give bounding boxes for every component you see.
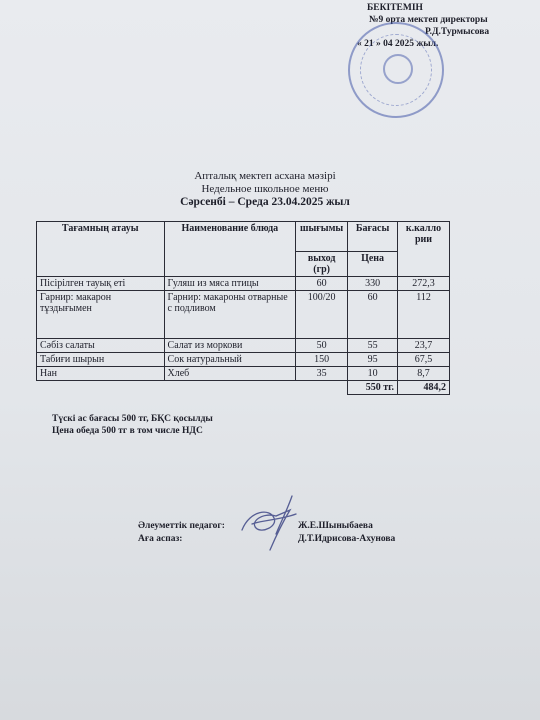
handwritten-signature [232,490,307,555]
note-kz: Түскі ас бағасы 500 тг, БҚС қосылды [52,414,213,424]
dish-kcal: 8,7 [398,367,450,381]
stamp-emblem [383,54,413,84]
total-row [37,381,450,395]
approval-date: « 21 » 04 2025 жыл. [357,39,439,49]
dish-name-kz: Табиғи шырын [37,353,165,367]
dish-name-ru: Сок натуральный [164,353,296,367]
dish-yield: 35 [296,367,348,381]
dish-name-kz: Нан [37,367,165,381]
approval-director-name: Р.Д.Турмысова [425,27,490,37]
header-kcal: к.калло рии [398,222,450,277]
header-name-kz: Тағамның атауы [37,222,165,277]
dish-name-ru: Гуляш из мяса птицы [164,277,296,291]
dish-price: 330 [348,277,398,291]
title-kz: Апталық мектеп асхана мәзірі [194,170,336,182]
official-stamp [348,22,444,118]
dish-name-ru: Салат из моркови [164,339,296,353]
dish-kcal: 112 [398,291,450,339]
header-yield-kz: шығымы [296,222,348,252]
price-notes [52,413,213,437]
header-yield-ru: выход (гр) [296,252,348,277]
signer-role-head-cook: Аға аспаз: [138,534,183,544]
signer-role-social-pedagogue: Әлеуметтік педагог: [138,521,225,531]
table-row [37,277,450,291]
dish-price: 10 [348,367,398,381]
total-spacer [37,381,348,395]
table-row [37,291,450,339]
dish-kcal: 272,3 [398,277,450,291]
dish-kcal: 67,5 [398,353,450,367]
dish-name-kz: Гарнир: макарон тұздығымен [37,291,165,339]
header-name-ru: Наименование блюда [164,222,296,277]
approval-heading: БЕКІТЕМІН [367,3,423,13]
dish-yield: 100/20 [296,291,348,339]
dish-price: 95 [348,353,398,367]
dish-price: 60 [348,291,398,339]
dish-yield: 150 [296,353,348,367]
dish-name-ru: Хлеб [164,367,296,381]
menu-day: Сәрсенбі – Среда 23.04.2025 жыл [180,196,350,208]
dish-yield: 60 [296,277,348,291]
menu-title-block [150,170,380,209]
total-kcal: 484,2 [398,381,450,395]
approval-director-line: №9 орта мектеп директоры [369,15,488,25]
table-row [37,353,450,367]
dish-name-kz: Сәбіз салаты [37,339,165,353]
dish-price: 55 [348,339,398,353]
dish-name-ru: Гарнир: макароны отварные с подливом [164,291,296,339]
total-price: 550 тг. [348,381,398,395]
menu-table [36,221,450,395]
table-row [37,339,450,353]
dish-kcal: 23,7 [398,339,450,353]
signer-name-social-pedagogue: Ж.Е.Шыныбаева [298,521,373,531]
header-price-kz: Бағасы [348,222,398,252]
signer-name-head-cook: Д.Т.Идрисова-Ахунова [298,534,396,544]
table-row [37,367,450,381]
dish-name-kz: Пісірілген тауық еті [37,277,165,291]
header-price-ru: Цена [348,252,398,277]
title-ru: Недельное школьное меню [201,183,329,195]
note-ru: Цена обеда 500 тг в том числе НДС [52,426,203,436]
dish-yield: 50 [296,339,348,353]
